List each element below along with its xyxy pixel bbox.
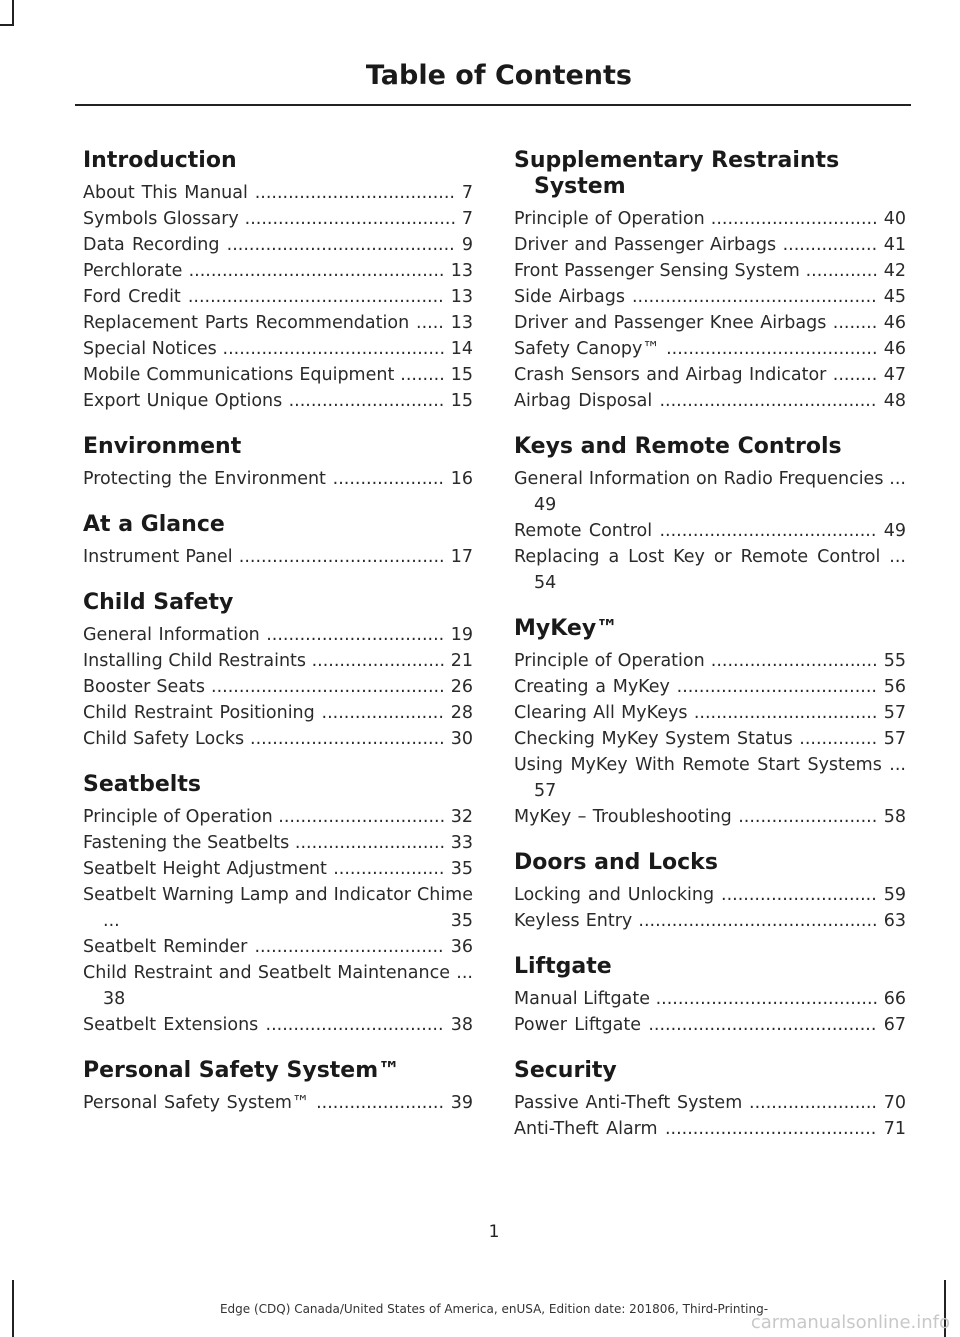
toc-entry-page: 7	[461, 209, 473, 229]
leader-dots: .......................................	[652, 521, 884, 541]
leader-dots: ..............................................	[180, 287, 451, 307]
leader-dots: ..............................	[704, 209, 884, 229]
toc-entry-page: 15	[450, 391, 473, 411]
toc-entry-label: Booster Seats	[83, 677, 205, 697]
toc-entry[interactable]	[514, 700, 906, 726]
footer-edition: Edge (CDQ) Canada/United States of America, enUSA, Edition date: 201806, Third-Printing-	[219, 1302, 769, 1316]
leader-dots: ................................	[259, 625, 451, 645]
toc-entry-page: 55	[883, 651, 906, 671]
toc-entry-label: Manual Liftgate	[514, 989, 650, 1009]
toc-entry[interactable]	[514, 336, 906, 362]
leader-dots: ........	[826, 365, 884, 385]
toc-entry[interactable]	[514, 726, 906, 752]
toc-entry[interactable]	[83, 258, 473, 284]
toc-entry-label: Seatbelt Warning Lamp and Indicator Chime	[83, 885, 473, 905]
leader-dots: .............	[799, 261, 884, 281]
toc-section	[83, 512, 473, 570]
toc-entry-label: General Information	[83, 625, 260, 645]
section-title: Child Safety	[83, 590, 234, 615]
leader-dots: ....................................	[669, 677, 884, 697]
toc-entry-label: Principle of Operation	[83, 807, 273, 827]
toc-entry-label: Export Unique Options	[83, 391, 283, 411]
toc-entry[interactable]	[83, 882, 473, 934]
toc-entry-page: 21	[450, 651, 473, 671]
leader-dots: .........................................	[219, 235, 462, 255]
toc-entry-page: 54	[534, 573, 557, 593]
section-title: Introduction	[83, 148, 237, 173]
toc-entry[interactable]	[83, 180, 473, 206]
watermark: carmanualsonline.info	[750, 1312, 950, 1333]
toc-entry-page: 28	[450, 703, 473, 723]
leader-dots: ........................................	[649, 989, 884, 1009]
leader-dots: ..............................................	[182, 261, 451, 281]
leader-dots: .......................	[309, 1093, 451, 1113]
toc-entry[interactable]	[83, 284, 473, 310]
leader-dots: ..................................	[247, 937, 451, 957]
section-title: Keys and Remote Controls	[514, 434, 842, 459]
toc-entry-label: Installing Child Restraints	[83, 651, 307, 671]
leader-dots: .................................	[687, 703, 884, 723]
toc-entry-label: Principle of Operation	[514, 651, 705, 671]
leader-dots: ...	[883, 469, 906, 489]
toc-entry-page: 39	[450, 1093, 473, 1113]
toc-entry-page: 46	[883, 339, 906, 359]
toc-entry-page: 13	[450, 287, 473, 307]
toc-entry-page: 41	[883, 235, 906, 255]
toc-entry[interactable]	[514, 232, 906, 258]
toc-entry-page: 35	[450, 911, 473, 931]
toc-entry-page: 30	[450, 729, 473, 749]
crop-mark-top-left-v	[12, 0, 14, 24]
leader-dots: ....................	[325, 469, 451, 489]
toc-entry-label: Remote Control	[514, 521, 653, 541]
toc-entry-label: About This Manual	[83, 183, 248, 203]
leader-dots: .....................................	[232, 547, 451, 567]
leader-dots: ............................................	[624, 287, 884, 307]
toc-entry-page: 35	[450, 859, 473, 879]
toc-entry[interactable]	[83, 544, 473, 570]
toc-entry[interactable]	[514, 986, 906, 1012]
toc-entry-label: Driver and Passenger Airbags	[514, 235, 777, 255]
toc-entry[interactable]	[83, 934, 473, 960]
section-title: Liftgate	[514, 954, 612, 979]
toc-entry-page: 47	[883, 365, 906, 385]
toc-entry-label: Fastening the Seatbelts	[83, 833, 290, 853]
toc-entry-label: Driver and Passenger Knee Airbags	[514, 313, 827, 333]
toc-entry[interactable]	[83, 362, 473, 388]
toc-entry-label: Symbols Glossary	[83, 209, 239, 229]
toc-entry-page: 38	[450, 1015, 473, 1035]
toc-entry[interactable]	[514, 388, 906, 414]
leader-dots: .......................................	[652, 391, 884, 411]
toc-entry-page: 7	[461, 183, 473, 203]
toc-entry-page: 70	[883, 1093, 906, 1113]
toc-entry-page: 57	[534, 781, 557, 801]
toc-entry-label: Child Safety Locks	[83, 729, 245, 749]
toc-entry-label: Keyless Entry	[514, 911, 633, 931]
page-title: Table of Contents	[365, 60, 632, 91]
toc-entry-page: 17	[450, 547, 474, 567]
toc-entry-page: 15	[450, 365, 473, 385]
toc-entry-page: 9	[461, 235, 473, 255]
section-title: MyKey™	[514, 616, 619, 641]
toc-entry-label: Replacement Parts Recommendation	[83, 313, 410, 333]
toc-entry[interactable]	[83, 830, 473, 856]
toc-entry-label: Perchlorate	[83, 261, 183, 281]
toc-entry-label: Side Airbags	[514, 287, 625, 307]
toc-section	[83, 148, 473, 414]
toc-entry[interactable]	[83, 856, 473, 882]
leader-dots: ........	[826, 313, 884, 333]
toc-entry[interactable]	[514, 466, 906, 518]
toc-entry-page: 57	[883, 703, 906, 723]
leader-dots: ............................	[714, 885, 884, 905]
toc-entry[interactable]	[514, 674, 906, 700]
section-title: Supplementary Restraints System	[514, 148, 840, 199]
toc-entry-label: General Information on Radio Frequencies	[514, 469, 884, 489]
leader-dots: ......................	[314, 703, 451, 723]
toc-entry[interactable]	[514, 258, 906, 284]
toc-entry-page: 49	[883, 521, 906, 541]
toc-entry[interactable]	[514, 752, 906, 804]
toc-entry[interactable]	[83, 232, 473, 258]
toc-entry-label: Ford Credit	[83, 287, 181, 307]
toc-entry[interactable]	[83, 700, 473, 726]
toc-entry[interactable]	[514, 284, 906, 310]
leader-dots: ...	[103, 911, 451, 931]
toc-section	[514, 148, 906, 414]
toc-entry-page: 38	[103, 989, 126, 1009]
toc-entry[interactable]	[83, 960, 473, 1012]
toc-entry-page: 16	[450, 469, 473, 489]
section-title: Seatbelts	[83, 772, 201, 797]
leader-dots: .........................	[731, 807, 884, 827]
toc-entry[interactable]	[83, 648, 473, 674]
toc-entry-page: 67	[883, 1015, 906, 1035]
toc-entry[interactable]	[83, 336, 473, 362]
crop-mark-top-left-h	[0, 24, 14, 26]
toc-entry[interactable]	[83, 726, 473, 752]
toc-entry-label: Passive Anti-Theft System	[514, 1093, 743, 1113]
leader-dots: ...	[881, 755, 906, 775]
toc-entry[interactable]	[83, 1012, 473, 1038]
toc-section	[83, 590, 473, 752]
toc-entry-label: Principle of Operation	[514, 209, 705, 229]
toc-entry-page: 33	[450, 833, 473, 853]
toc-entry-label: Replacing a Lost Key or Remote Control	[514, 547, 881, 567]
page-number: 1	[488, 1222, 500, 1242]
leader-dots: .................	[776, 235, 884, 255]
toc-left-column	[83, 148, 473, 1136]
toc-section	[514, 850, 906, 934]
leader-dots: ...................................	[244, 729, 451, 749]
toc-entry[interactable]	[514, 648, 906, 674]
toc-entry-label: MyKey – Troubleshooting	[514, 807, 732, 827]
toc-entry[interactable]	[83, 310, 473, 336]
toc-section	[514, 434, 906, 596]
toc-entry-label: Creating a MyKey	[514, 677, 670, 697]
toc-entry[interactable]	[83, 622, 473, 648]
toc-entry-page: 59	[883, 885, 906, 905]
toc-entry-page: 13	[450, 313, 473, 333]
toc-entry-page: 40	[883, 209, 906, 229]
toc-entry-label: Using MyKey With Remote Start Systems	[514, 755, 882, 775]
toc-entry-label: Protecting the Environment	[83, 469, 326, 489]
toc-entry[interactable]	[514, 544, 906, 596]
toc-entry[interactable]	[514, 518, 906, 544]
toc-section	[83, 772, 473, 1038]
toc-entry[interactable]	[83, 206, 473, 232]
toc-entry-label: Child Restraint Positioning	[83, 703, 315, 723]
toc-entry[interactable]	[514, 804, 906, 830]
toc-entry[interactable]	[83, 388, 473, 414]
leader-dots: ......................................	[657, 1119, 884, 1139]
leader-dots: ................................	[258, 1015, 451, 1035]
leader-dots: ...	[880, 547, 906, 567]
section-title: Doors and Locks	[514, 850, 718, 875]
toc-entry-label: Personal Safety System™	[83, 1093, 310, 1113]
toc-entry-label: Instrument Panel	[83, 547, 233, 567]
leader-dots: .......................	[742, 1093, 884, 1113]
leader-dots: .....	[409, 313, 451, 333]
toc-entry[interactable]	[514, 1090, 906, 1116]
toc-entry-label: Locking and Unlocking	[514, 885, 715, 905]
toc-entry[interactable]	[514, 1012, 906, 1038]
toc-section	[514, 1058, 906, 1142]
toc-section	[83, 1058, 473, 1116]
toc-entry-page: 26	[450, 677, 473, 697]
leader-dots: ...........................	[289, 833, 451, 853]
toc-section	[514, 616, 906, 830]
leader-dots: ........................	[306, 651, 451, 671]
toc-section	[83, 434, 473, 492]
toc-entry[interactable]	[83, 674, 473, 700]
leader-dots: ..............	[792, 729, 884, 749]
leader-dots: ..........................................	[204, 677, 451, 697]
toc-entry-page: 13	[450, 261, 473, 281]
toc-entry[interactable]	[514, 908, 906, 934]
toc-entry-page: 58	[883, 807, 906, 827]
toc-entry-page: 49	[534, 495, 557, 515]
toc-entry-label: Child Restraint and Seatbelt Maintenance	[83, 963, 450, 983]
toc-entry-label: Crash Sensors and Airbag Indicator	[514, 365, 827, 385]
section-title: At a Glance	[83, 512, 225, 537]
toc-entry-page: 46	[883, 313, 906, 333]
leader-dots: ..............................	[704, 651, 884, 671]
toc-entry-label: Checking MyKey System Status	[514, 729, 793, 749]
leader-dots: .........................................	[641, 1015, 884, 1035]
toc-entry-page: 19	[450, 625, 473, 645]
toc-entry-label: Mobile Communications Equipment	[83, 365, 395, 385]
toc-entry-label: Front Passenger Sensing System	[514, 261, 800, 281]
toc-entry-label: Seatbelt Extensions	[83, 1015, 259, 1035]
toc-entry-page: 45	[883, 287, 906, 307]
toc-entry[interactable]	[514, 206, 906, 232]
toc-entry-label: Airbag Disposal	[514, 391, 653, 411]
section-title: Security	[514, 1058, 617, 1083]
leader-dots: ....................	[326, 859, 451, 879]
toc-entry-label: Data Recording	[83, 235, 220, 255]
toc-entry[interactable]	[83, 466, 473, 492]
leader-dots: ........	[394, 365, 451, 385]
toc-entry-label: Anti-Theft Alarm	[514, 1119, 658, 1139]
toc-entry-page: 48	[883, 391, 906, 411]
toc-entry-page: 63	[883, 911, 907, 931]
toc-entry-label: Seatbelt Reminder	[83, 937, 248, 957]
toc-entry-page: 71	[883, 1119, 906, 1139]
toc-entry-label: Clearing All MyKeys	[514, 703, 688, 723]
toc-right-column	[514, 148, 906, 1162]
toc-entry-label: Seatbelt Height Adjustment	[83, 859, 327, 879]
toc-entry-label: Special Notices	[83, 339, 217, 359]
toc-entry-page: 32	[450, 807, 473, 827]
toc-entry[interactable]	[83, 1090, 473, 1116]
leader-dots: ....................................	[247, 183, 462, 203]
toc-entry-page: 14	[450, 339, 473, 359]
leader-dots: ............................	[282, 391, 451, 411]
section-title: Personal Safety System™	[83, 1058, 401, 1083]
toc-entry-label: Power Liftgate	[514, 1015, 642, 1035]
toc-entry-page: 57	[883, 729, 906, 749]
leader-dots: ......................................	[238, 209, 462, 229]
toc-entry[interactable]	[514, 362, 906, 388]
leader-dots: ...	[449, 963, 473, 983]
leader-dots: ...........................................	[632, 911, 884, 931]
toc-entry-page: 56	[883, 677, 906, 697]
toc-entry[interactable]	[514, 882, 906, 908]
toc-entry[interactable]	[514, 1116, 906, 1142]
toc-section	[514, 954, 906, 1038]
toc-entry-page: 66	[883, 989, 906, 1009]
leader-dots: ........................................	[216, 339, 451, 359]
leader-dots: ..............................	[272, 807, 451, 827]
leader-dots: ......................................	[659, 339, 884, 359]
toc-entry[interactable]	[83, 804, 473, 830]
toc-entry[interactable]	[514, 310, 906, 336]
toc-entry-page: 36	[450, 937, 473, 957]
section-title: Environment	[83, 434, 242, 459]
header-rule	[75, 104, 911, 106]
toc-entry-label: Safety Canopy™	[514, 339, 660, 359]
toc-entry-page: 42	[883, 261, 906, 281]
